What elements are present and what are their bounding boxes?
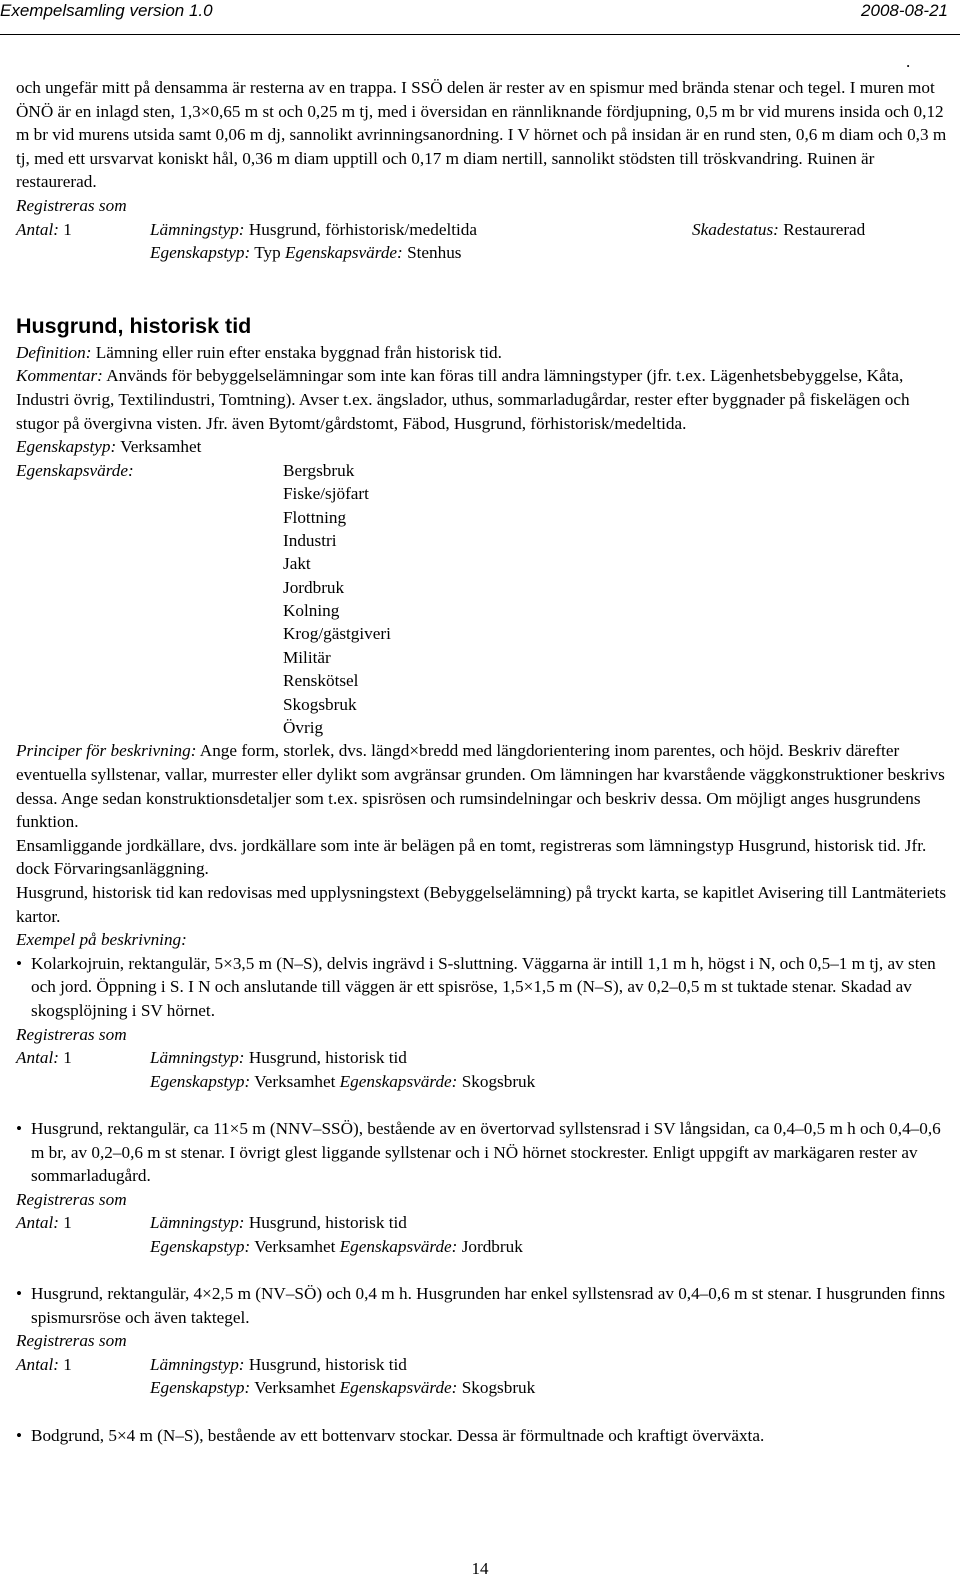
header-title: Exempelsamling version 1.0: [0, 1, 213, 20]
list-item: Jakt: [283, 554, 311, 574]
principer-paragraph: Principer för beskrivning: Ange form, storlek, dvs. längd×bredd med längdorientering inom parentes, och höjd. Beskriv därefter eventuella syllstenar, vallar, murrester eller dylikt som avgränsar grunden. Om lämningen har kvarstående väggkonstruktioner beskrivs dessa. Ange sedan konstruktionsdetaljer som t.ex. spisrösen och rumsindelningar och beskriv dessa. Om möjligt anges husgrundens funktion.: [16, 741, 945, 832]
page-header: [0, 0, 960, 35]
example-1-antal-row: Antal: 1 Lämningstyp: Husgrund, historisk tid: [16, 1048, 407, 1068]
definition-paragraph: Definition: Lämning eller ruin efter enstaka byggnad från historisk tid.: [16, 342, 502, 362]
list-item: Renskötsel: [283, 671, 359, 691]
registreras-som-label: Registreras som: [16, 1024, 127, 1044]
list-item: Krog/gästgiveri: [283, 624, 391, 644]
antal-field: Antal: 1: [16, 219, 72, 239]
list-item: Flottning: [283, 507, 347, 527]
registreras-som-label: Registreras som: [16, 1331, 127, 1351]
document-body: [16, 76, 951, 1447]
example-3-egenskap-row: Egenskapstyp: Verksamhet Egenskapsvärde: Skogsbruk: [150, 1378, 536, 1398]
list-item: Industri: [283, 530, 337, 550]
list-item: Fiske/sjöfart: [283, 484, 369, 504]
list-item: Kolning: [283, 601, 340, 621]
registreras-som-label: Registreras som: [16, 195, 127, 215]
intro-paragraph: och ungefär mitt på densamma är resterna av en trappa. I SSÖ delen är rester av en spismur med brända stenar och tegel. I muren mot ÖNÖ är en inlagd sten, 1,3×0,65 m st och 0,25 m tj, med i översidan en rännliknande fördjupning, 0,5 m br vid murens insida och 0,12 m br vid murens utsida samt 0,06 m dj, sannolikt avrinningsanordning. I V hörnet och på insidan är en rund sten, 0,6 m diam och 0,3 m tj, med ett ursvarvat koniskt hål, 0,36 m diam upptill och 0,17 m diam nertill, sannolikt stödsten till tröskvandring. Ruinen är restaurerad.: [16, 78, 947, 192]
page-number: 14: [471, 1559, 489, 1578]
example-3-antal-row: Antal: 1 Lämningstyp: Husgrund, historisk tid: [16, 1354, 407, 1374]
list-item: Militär: [283, 647, 331, 667]
exempel-label: Exempel på beskrivning:: [16, 930, 187, 950]
egenskap-field: Egenskapstyp: Typ Egenskapsvärde: Stenhus: [150, 243, 462, 263]
example-2-egenskap-row: Egenskapstyp: Verksamhet Egenskapsvärde: Jordbruk: [150, 1236, 523, 1256]
example-2-antal-row: Antal: 1 Lämningstyp: Husgrund, historisk tid: [16, 1213, 407, 1233]
registreras-som-label: Registreras som: [16, 1189, 127, 1209]
skadestatus-field: Skadestatus: Restaurerad: [692, 219, 866, 239]
top-dot: .: [906, 52, 911, 71]
example-item-3: • Husgrund, rektangulär, 4×2,5 m (NV–SÖ) och 0,4 m h. Husgrunden har enkel syllstensrad av 0,4–0,6 m st stenar. I husgrunden finns spismursröse och även taktegel.: [16, 1282, 951, 1329]
egenskapstyp-line: Egenskapstyp: Verksamhet: [16, 437, 202, 457]
header-date: 2008-08-21: [861, 1, 948, 20]
example-1-egenskap-row: Egenskapstyp: Verksamhet Egenskapsvärde: Skogsbruk: [150, 1071, 536, 1091]
example-item-1: • Kolarkojruin, rektangulär, 5×3,5 m (N–S), delvis ingrävd i S-sluttning. Väggarna är intill 1,1 m h, högst i N, och 0,5–1 m tj, av sten och jord. Öppning i S. I N och anslutande till väggen är ett spisröse, 1,5×1,5 m (N–S), av 0,2–0,5 m st tuktade stenar. Skadad av skogsplöjning i SV hörnet.: [16, 952, 951, 1023]
redovisning-paragraph: Husgrund, historisk tid kan redovisas med upplysningstext (Bebyggelselämning) på tryckt karta, se kapitlet Avisering till Lantmäteriets kartor.: [16, 882, 947, 926]
example-item-2: • Husgrund, rektangulär, ca 11×5 m (NNV–SSÖ), bestående av en övertorvad syllstensrad i SV långsidan, ca 0,4–0,5 m h och 0,4–0,6 m br, av 0,2–0,6 m st stenar. I övrigt glest liggande syllstenar och i NÖ hörnet stockrester. Enligt uppgift av markägaren rester av sommarladugård.: [16, 1117, 951, 1188]
jordkallare-paragraph: Ensamliggande jordkällare, dvs. jordkällare som inte är belägen på en tomt, registreras som lämningstyp Husgrund, historisk tid. Jfr. dock Förvaringsanläggning.: [16, 835, 927, 879]
list-item: Jordbruk: [283, 577, 345, 597]
section-title: Husgrund, historisk tid: [16, 313, 252, 338]
list-item: Egenskapsvärde: Bergsbruk: [16, 460, 355, 480]
list-item: Övrig: [283, 718, 324, 738]
lamningstyp-field: Lämningstyp: Husgrund, förhistorisk/medeltida: [150, 219, 478, 239]
kommentar-paragraph: Kommentar: Används för bebyggelselämningar som inte kan föras till andra lämningstyper (jfr. t.ex. Lägenhetsbebyggelse, Kåta, Industri övrig, Textilindustri, Tomtning). Avser t.ex. ängslador, uthus, sommarladugårdar, rester efter byggnader på fiskelägen och stugor på övergivna visten. Jfr. även Bytomt/gårdstomt, Fäbod, Husgrund, förhistorisk/medeltida.: [16, 366, 910, 433]
intro-reg-row: [16, 218, 951, 242]
example-item-4: • Bodgrund, 5×4 m (N–S), bestående av ett bottenvarv stockar. Dessa är förmultnade och kraftigt överväxta.: [16, 1424, 951, 1448]
egenskapsvarde-list: [16, 459, 951, 740]
intro-egenskap-row: [16, 241, 951, 265]
list-item: Skogsbruk: [283, 694, 357, 714]
